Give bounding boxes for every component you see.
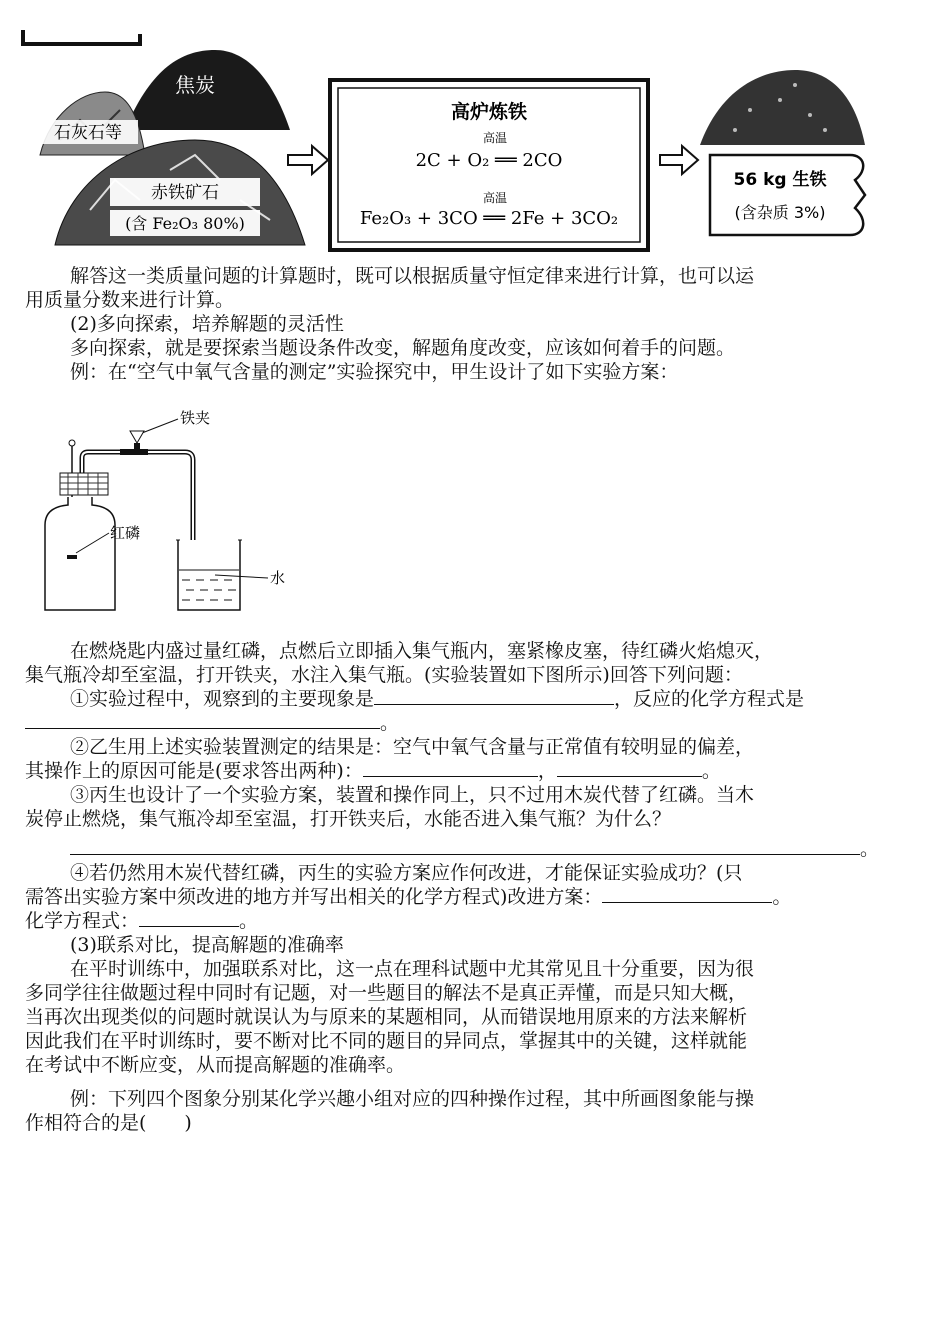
paragraph-line: 当再次出现类似的问题时就误认为与原来的某题相同，从而错误地用原来的方法来解析 <box>25 1006 748 1028</box>
answer-blank[interactable] <box>139 910 239 927</box>
limestone-label: 石灰石等 <box>54 123 122 143</box>
answer-blank[interactable] <box>602 886 772 903</box>
paragraph-line: 多向探索，就是要探索当题设条件改变，解题角度改变，应该如何着手的问题。 <box>70 337 736 359</box>
paragraph-line: 因此我们在平时训练时，要不断对比不同的题目的异同点，掌握其中的关键，这样就能 <box>25 1030 748 1052</box>
paragraph-line: 在平时训练中，加强联系对比，这一点在理科试题中尤其常见且十分重要，因为很 <box>70 958 755 980</box>
iron-clip-label: 铁夹 <box>180 409 211 427</box>
example-line: 作相符合的是( ) <box>25 1112 192 1134</box>
apparatus-diagram <box>30 405 330 625</box>
example-line: 例：下列四个图象分别某化学兴趣小组对应的四种操作过程，其中所画图象能与操 <box>70 1088 755 1110</box>
answer-blank[interactable] <box>374 688 614 705</box>
blast-furnace-diagram <box>20 30 920 255</box>
arrow-right-icon <box>660 146 698 174</box>
reaction-1: 2C + O₂ ══ 2CO <box>415 150 563 171</box>
paragraph-line: 在考试中不断应变，从而提高解题的准确率。 <box>25 1054 406 1076</box>
section-heading: (3)联系对比，提高解题的准确率 <box>70 934 344 956</box>
question-4-equation: 化学方程式： 。 <box>25 910 259 932</box>
product-label: 56 kg 生铁 <box>733 170 827 190</box>
furnace-title: 高炉炼铁 <box>450 101 528 123</box>
paragraph-line: 用质量分数来进行计算。 <box>25 289 235 311</box>
ore-label: 赤铁矿石 <box>151 183 219 203</box>
answer-blank[interactable] <box>557 760 702 777</box>
question-3: ③丙生也设计了一个实验方案，装置和操作同上，只不过用木炭代替了红磷。当木 <box>70 784 755 806</box>
question-3-answer: 。 <box>70 838 950 861</box>
gas-collecting-bottle <box>45 497 115 610</box>
paragraph-line: 在燃烧匙内盛过量红磷，点燃后立即插入集气瓶内，塞紧橡皮塞，待红磷火焰熄灭， <box>70 640 774 662</box>
answer-blank[interactable] <box>70 838 860 855</box>
reaction-2: Fe₂O₃ + 3CO ══ 2Fe + 3CO₂ <box>359 208 619 229</box>
paragraph-line: 解答这一类质量问题的计算题时，既可以根据质量守恒定律来进行计算，也可以运 <box>70 265 755 287</box>
ore-content-label: (含 Fe₂O₃ 80%) <box>125 214 245 233</box>
product-tag <box>710 155 865 235</box>
paragraph-line: 多同学往往做题过程中同时有记题，对一些题目的解法不是真正弄懂，而是只知大概， <box>25 982 748 1004</box>
paragraph-line: 集气瓶冷却至室温，打开铁夹，水注入集气瓶。(实验装置如下图所示)回答下列问题： <box>25 664 743 686</box>
question-1: ①实验过程中，观察到的主要现象是 ，反应的化学方程式是 <box>70 688 805 710</box>
answer-blank[interactable] <box>363 760 538 777</box>
arrow-right-icon <box>288 146 328 174</box>
paragraph-line: 例：在“空气中氧气含量的测定”实验探究中，甲生设计了如下实验方案： <box>70 361 679 383</box>
question-3-cont: 炭停止燃烧，集气瓶冷却至室温，打开铁夹后，水能否进入集气瓶？为什么？ <box>25 808 672 830</box>
question-4-cont: 需答出实验方案中须改进的地方并写出相关的化学方程式)改进方案： 。 <box>25 886 792 908</box>
condition-label-2: 高温 <box>482 191 508 205</box>
question-4: ④若仍然用木炭代替红磷，丙生的实验方案应作何改进，才能保证实验成功？(只 <box>70 862 743 884</box>
coke-label: 焦炭 <box>175 73 215 97</box>
impurity-label: (含杂质 3%) <box>734 203 826 222</box>
condition-label-1: 高温 <box>482 131 508 145</box>
answer-blank[interactable] <box>25 712 380 729</box>
water-label: 水 <box>270 569 286 587</box>
question-2-cont: 其操作上的原因可能是(要求答出两种)： ， 。 <box>25 760 721 782</box>
section-heading: (2)多向探索，培养解题的灵活性 <box>70 313 344 335</box>
question-2: ②乙生用上述实验装置测定的结果是：空气中氧气含量与正常值有较明显的偏差， <box>70 736 755 758</box>
red-phosphorus-label: 红磷 <box>110 524 141 542</box>
question-1-cont: 。 <box>25 712 925 735</box>
